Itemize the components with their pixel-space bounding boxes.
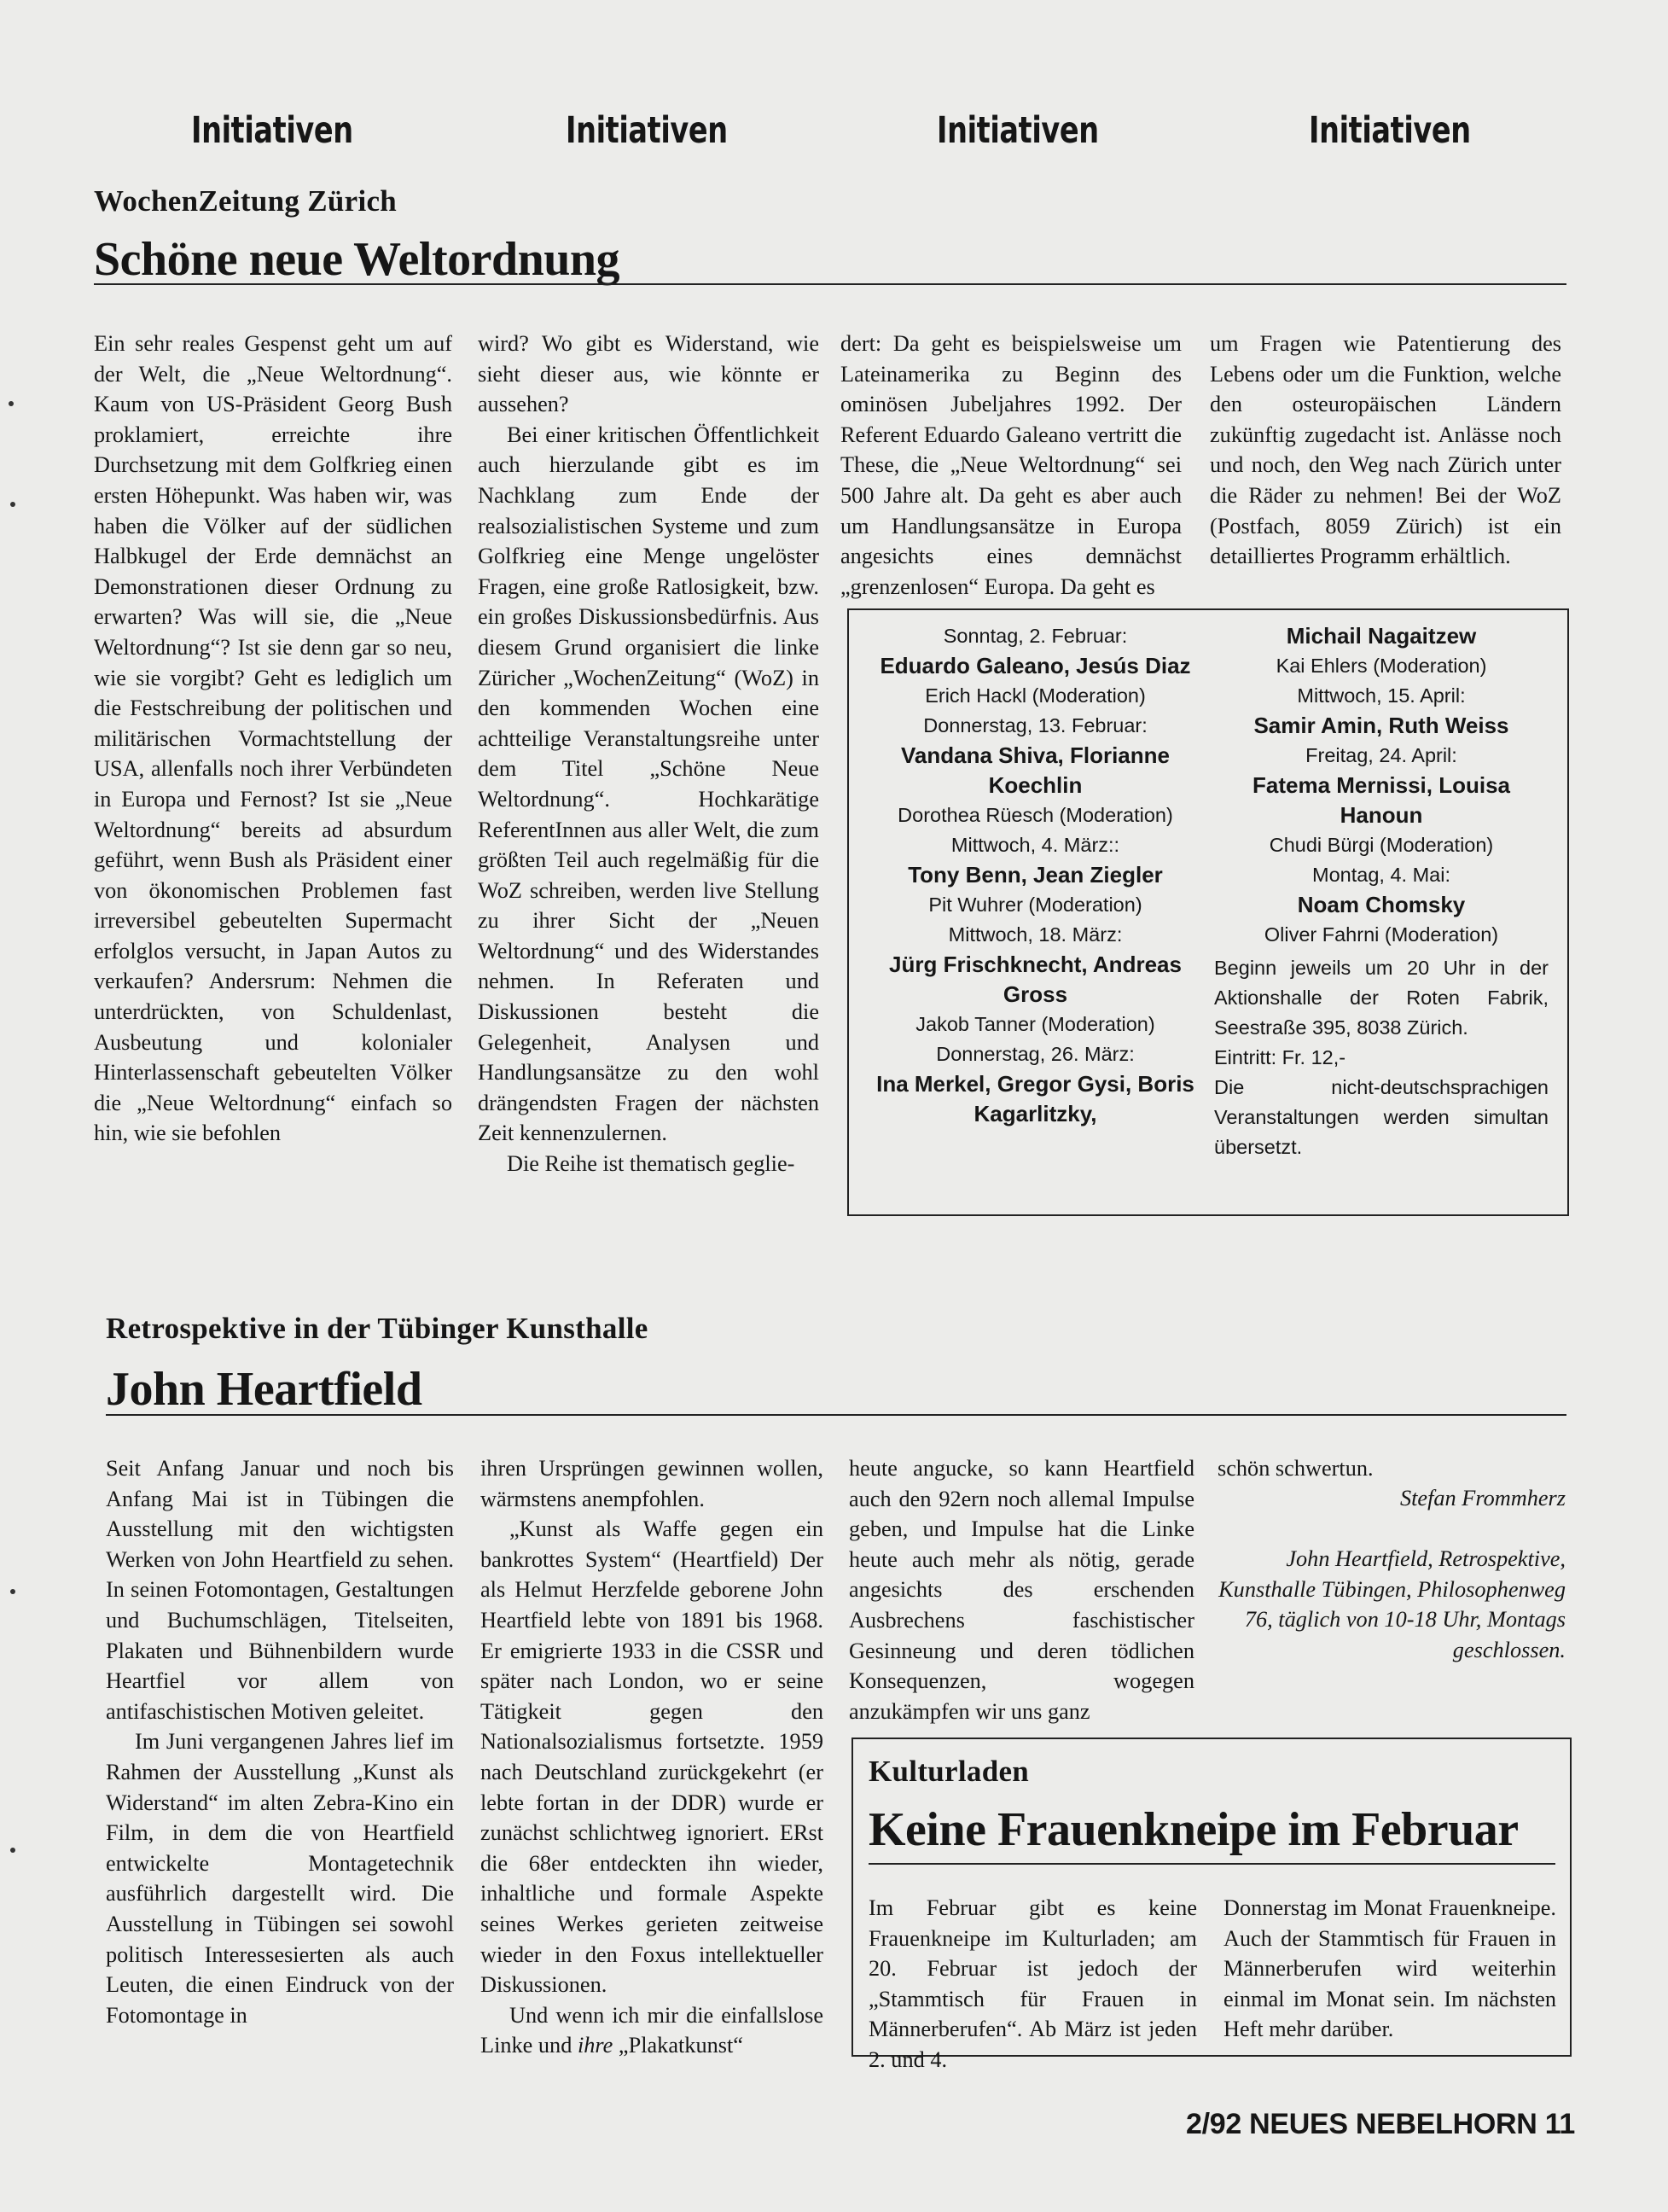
event-entry-fee: Eintritt: Fr. 12,- bbox=[1214, 1046, 1346, 1068]
event-speakers: Samir Amin, Ruth Weiss bbox=[1253, 713, 1509, 738]
event-speakers: Vandana Shiva, Florianne Koechlin bbox=[901, 742, 1170, 798]
article2-column-1 bbox=[106, 1453, 454, 2030]
article1-column-3 bbox=[840, 329, 1182, 602]
article2-column-2 bbox=[480, 1453, 823, 2061]
article1-kicker: WochenZeitung Zürich bbox=[94, 184, 398, 218]
events-right-column bbox=[1214, 621, 1549, 1162]
event-speakers: Eduardo Galeano, Jesús Diaz bbox=[880, 653, 1191, 678]
scan-mark bbox=[9, 401, 14, 406]
event-schedule-box bbox=[847, 608, 1569, 1216]
page-footer: 2/92 NEUES NEBELHORN 11 bbox=[1186, 2108, 1576, 2140]
event-speakers: Fatema Mernissi, Louisa Hanoun bbox=[1252, 772, 1510, 828]
paragraph: schön schwertun. bbox=[1218, 1456, 1374, 1481]
paragraph: Im Juni vergangenen Jahres lief im Rahmen der Ausstellung „Kunst als Widerstand“ im alten Zebra-Kino ein Film, in dem die von Heartfield entwickelte Montagetechnik ausführlich dargestellt wird. Die Ausstellung in Tübingen sei sowohl politisch Interessesierten als auch Leuten, die einen Eindruck von der Fotomontage in bbox=[106, 1729, 454, 2028]
event-moderation: Kai Ehlers (Moderation) bbox=[1276, 655, 1487, 677]
event bbox=[871, 1039, 1200, 1129]
event bbox=[1214, 681, 1549, 741]
event bbox=[871, 920, 1200, 1039]
paragraph: „Kunst als Waffe gegen ein bankrottes System“ (Heartfield) Der als Helmut Herzfelde geborene John Heartfield lebte von 1891 bis 1968. Er emigrierte 1933 in die CSSR und später nach London, wo er seine Tätigkeit gegen den Nationalsozialismus fortsetzte. 1959 nach Deutschland zurückgekehrt (er lebte fortan in der DDR) wurde er zunächst schlichtweg ignoriert. ERst die 68er entdeckten ihn wieder, inhaltliche und formale Aspekte seines Werkes gerieten zeitweise wieder in den Foxus intellektueller Diskussionen. bbox=[480, 1516, 823, 1998]
event-moderation: Erich Hackl (Moderation) bbox=[925, 684, 1146, 707]
event-speakers: Noam Chomsky bbox=[1297, 892, 1466, 917]
event-speakers: Ina Merkel, Gregor Gysi, Boris Kagarlitzky, bbox=[876, 1071, 1194, 1126]
section-header: Initiativen bbox=[191, 109, 353, 152]
article3-kicker: Kulturladen bbox=[869, 1755, 1030, 1788]
event-date: Sonntag, 2. Februar: bbox=[943, 625, 1128, 647]
event bbox=[871, 830, 1200, 920]
scan-mark bbox=[10, 1848, 15, 1853]
section-header: Initiativen bbox=[1309, 109, 1471, 152]
article2-kicker: Retrospektive in der Tübinger Kunsthalle bbox=[106, 1312, 648, 1345]
event-translation-note: Die nicht-deutschsprachigen Veranstaltungen werden simultan übersetzt. bbox=[1214, 1076, 1549, 1158]
paragraph: heute angucke, so kann Heartfield auch den 92ern noch allemal Impulse geben, und Impulse hat die Linke heute auch mehr als nötig, gerade angesichts des erschenden Ausbrechens faschistischer Gesinneung und deren tödlichen Konsequenzen, wogegen anzukämpfen wir uns ganz bbox=[849, 1456, 1194, 1724]
article1-column-1 bbox=[94, 329, 452, 1149]
paragraph bbox=[480, 2000, 823, 2061]
event-moderation: Dorothea Rüesch (Moderation) bbox=[898, 804, 1173, 826]
paragraph: wird? Wo gibt es Widerstand, wie sieht dieser aus, wie könnte er aussehen? bbox=[478, 331, 819, 417]
article3-column-1 bbox=[869, 1893, 1197, 2075]
paragraph: Donnerstag im Monat Frauenkneipe. Auch der Stammtisch für Frauen in Männerberufen wird weiterhin einmal im Monat sein. Im nächsten Heft mehr darüber. bbox=[1223, 1895, 1556, 2042]
scan-mark bbox=[10, 502, 15, 507]
event-date: Mittwoch, 4. März:: bbox=[950, 834, 1120, 856]
article3-column-2 bbox=[1223, 1893, 1556, 2045]
event-date: Mittwoch, 18. März: bbox=[948, 923, 1123, 946]
event-date: Donnerstag, 13. Februar: bbox=[923, 714, 1148, 736]
article1-column-4 bbox=[1210, 329, 1561, 572]
exhibition-info: John Heartfield, Retrospektive, Kunsthalle Tübingen, Philosophenweg 76, täglich von 10-18 Uhr, Montags geschlossen. bbox=[1218, 1546, 1566, 1662]
event bbox=[1214, 621, 1549, 681]
event bbox=[871, 711, 1200, 830]
event-date: Donnerstag, 26. März: bbox=[936, 1043, 1135, 1065]
text: „Plakatkunst“ bbox=[613, 2033, 743, 2058]
event-moderation: Jakob Tanner (Moderation) bbox=[915, 1013, 1155, 1035]
article3-headline: Keine Frauenkneipe im Februar bbox=[869, 1803, 1519, 1856]
kulturladen-box bbox=[851, 1738, 1572, 2072]
event-moderation: Chudi Bürgi (Moderation) bbox=[1269, 834, 1494, 856]
event bbox=[1214, 860, 1549, 950]
paragraph: Im Februar gibt es keine Frauenkneipe im Kulturladen; am 20. Februar ist jedoch der „Stammtisch für Frauen in Männerberufen“. Ab März ist jeden 2. und 4. bbox=[869, 1895, 1197, 2072]
event-speakers: Jürg Frischknecht, Andreas Gross bbox=[889, 952, 1182, 1007]
paragraph: Seit Anfang Januar und noch bis Anfang Mai ist in Tübingen die Ausstellung mit den wichtigsten Werken von John Heartfield zu sehen. In seinen Fotomontagen, Gestaltungen und Buchumschlägen, Titelseiten, Plakaten und Bühnenbildern wurde Heartfiel vor allem von antifaschistischen Motiven geleitet. bbox=[106, 1456, 454, 1724]
scan-mark bbox=[10, 1589, 15, 1594]
paragraph: um Fragen wie Patentierung des Lebens oder um die Funktion, welche den osteuropäischen Ländern zukünftig zugedacht ist. Anlässe noch und noch, den Weg nach Zürich unter die Räder zu nehmen! Bei der WoZ (Postfach, 8059 Zürich) ist ein detailliertes Programm erhältlich. bbox=[1210, 331, 1561, 569]
author-signature: Stefan Frommherz bbox=[1399, 1486, 1566, 1511]
event-speakers: Michail Nagaitzew bbox=[1286, 623, 1477, 649]
article2-column-3 bbox=[849, 1453, 1194, 1726]
event-date: Mittwoch, 15. April: bbox=[1297, 684, 1466, 707]
event bbox=[1214, 741, 1549, 860]
paragraph: dert: Da geht es beispielsweise um Lateinamerika zu Beginn des ominösen Jubeljahres 1992. Der Referent Eduardo Galeano vertritt die These, die „Neue Weltordnung“ sei 500 Jahre alt. Da geht es aber auch um Handlungsansätze in Europa angesichts eines demnächst „grenzenlosen“ Europa. Da geht es bbox=[840, 331, 1182, 599]
event-venue: Beginn jeweils um 20 Uhr in der Aktionshalle der Roten Fabrik, Seestraße 395, 8038 Zürich. bbox=[1214, 957, 1549, 1039]
event-moderation: Oliver Fahrni (Moderation) bbox=[1264, 923, 1499, 946]
event bbox=[871, 621, 1200, 711]
paragraph: Ein sehr reales Gespenst geht um auf der Welt, die „Neue Weltordnung“. Kaum von US-Präsident Georg Bush proklamiert, erreichte ihre Durchsetzung mit dem Golfkrieg einen ersten Höhepunkt. Was haben wir, was haben die Völker auf der südlichen Halbkugel der Erde demnächst an Demonstrationen dieser Ordnung zu erwarten? Was will sie, die „Neue Weltordnung“? Ist sie denn gar so neu, wie sie vorgibt? Geht es lediglich um die Festschreibung der politischen und militärischen Vormachtstellung der USA, allenfalls noch ihrer Verbündeten in Europa und Fernost? Ist sie „Neue Weltordnung“ bereits ad absurdum geführt, wenn Bush als Präsident einer von ökonomischen Problemen fast irreversibel gebeutelten Supermacht erfolglos versucht, in Japan Autos zu verkaufen? Andersrum: Nehmen die unterdrückten, von Schuldenlast, Ausbeutung und kolonialer Hinterlassenschaft gebeutelten Völker die „Neue Weltordnung“ einfach so hin, wie sie befohlen bbox=[94, 331, 452, 1146]
event-date: Freitag, 24. April: bbox=[1305, 744, 1457, 766]
event-info bbox=[1214, 953, 1549, 1162]
article1-headline: Schöne neue Weltordnung bbox=[94, 233, 620, 286]
event-date: Montag, 4. Mai: bbox=[1312, 864, 1450, 886]
paragraph: Bei einer kritischen Öffentlichkeit auch hierzulande gibt es im Nachklang zum Ende der realsozialistischen Systeme und zum Golfkrieg eine Menge ungelöster Fragen, eine große Ratlosigkeit, bzw. ein großes Diskussionsbedürfnis. Aus diesem Grund organisiert die linke Züricher „WochenZeitung“ (WoZ) in den kommenden Wochen eine achtteilige Veranstaltungsreihe unter dem Titel „Schöne Neue Weltordnung“. Hochkarätige ReferentInnen aus aller Welt, die zum größten Teil auch regelmäßig für die WoZ schreiben, werden live Stellung zu ihrer Sicht der „Neuen Weltordnung“ und des Widerstandes nehmen. In Referaten und Diskussionen besteht die Gelegenheit, Analysen und Handlungsansätze zu den wohl drängendsten Fragen der nächsten Zeit kennenzulernen. bbox=[478, 422, 819, 1146]
headline-rule bbox=[106, 1414, 1566, 1416]
paragraph: Die Reihe ist thematisch geglie- bbox=[507, 1151, 795, 1177]
headline-rule bbox=[94, 283, 1566, 285]
headline-rule bbox=[869, 1863, 1555, 1865]
paragraph: ihren Ursprüngen gewinnen wollen, wärmstens anempfohlen. bbox=[480, 1456, 823, 1511]
article1-column-2 bbox=[478, 329, 819, 1179]
event-speakers: Tony Benn, Jean Ziegler bbox=[908, 862, 1163, 888]
article2-column-4 bbox=[1218, 1453, 1566, 1484]
section-header: Initiativen bbox=[566, 109, 728, 152]
text: Und wenn ich mir die einfallslose Linke und bbox=[480, 2002, 823, 2058]
event-moderation: Pit Wuhrer (Moderation) bbox=[928, 894, 1142, 916]
article2-headline: John Heartfield bbox=[106, 1363, 422, 1416]
events-left-column bbox=[871, 621, 1200, 1129]
section-header: Initiativen bbox=[937, 109, 1099, 152]
emphasis: ihre bbox=[577, 2033, 613, 2058]
